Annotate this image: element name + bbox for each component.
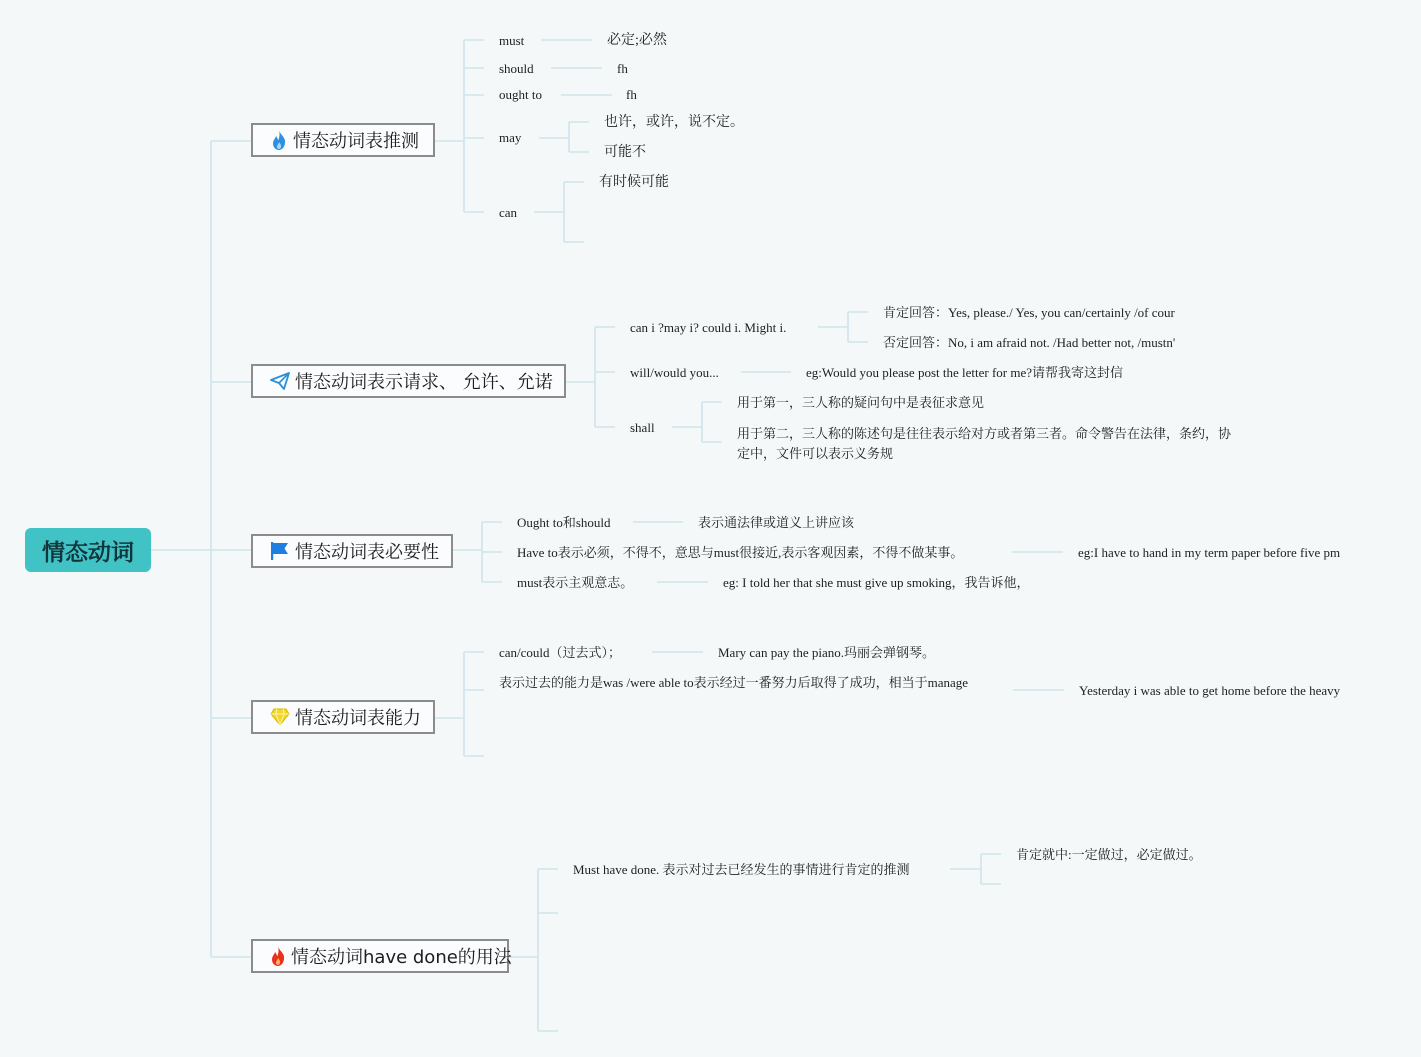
- node-ought-should-meaning[interactable]: 表示通法律或道义上讲应该: [698, 515, 855, 530]
- branch-ability[interactable]: [251, 700, 435, 734]
- node-should[interactable]: should: [499, 61, 534, 76]
- node-request-can[interactable]: can i ?may i? could i. Might i.: [630, 320, 787, 335]
- branch-label: 情态动词表能力: [295, 708, 421, 729]
- node-must-will[interactable]: must表示主观意志。: [517, 575, 634, 590]
- branch-label: 情态动词have done的用法: [291, 947, 512, 968]
- flag-icon: [270, 540, 290, 562]
- branch-request-permission[interactable]: [251, 364, 566, 398]
- node-have-to-example[interactable]: eg:I have to hand in my term paper before five pm: [1078, 545, 1341, 560]
- diamond-icon: [270, 706, 290, 728]
- fire-icon: [270, 129, 288, 151]
- node-was-able-to[interactable]: 表示过去的能力是was /were able to表示经过一番努力后取得了成功，相当于manage: [499, 675, 969, 690]
- branch-label: 情态动词表示请求、 允许、允诺: [295, 372, 553, 393]
- node-may-meaning-1[interactable]: 也许，或许，说不定。: [604, 115, 744, 130]
- node-ought-meaning[interactable]: fh: [626, 87, 637, 102]
- root-topic[interactable]: 情态动词: [25, 528, 151, 572]
- node-must-meaning[interactable]: 必定;必然: [607, 33, 667, 48]
- branch-label: 情态动词表必要性: [295, 542, 439, 563]
- node-can[interactable]: can: [499, 205, 518, 220]
- node-will-would[interactable]: will/would you...: [630, 365, 719, 380]
- node-must[interactable]: must: [499, 33, 525, 48]
- node-must-have-done-meaning[interactable]: 肯定就中:一定做过，必定做过。: [1016, 847, 1202, 862]
- node-will-example[interactable]: eg:Would you please post the letter for me?请帮我寄这封信: [806, 365, 1124, 380]
- node-must-example[interactable]: eg: I told her that she must give up smoking，我告诉他，: [723, 575, 1030, 590]
- node-should-meaning[interactable]: fh: [617, 61, 628, 76]
- node-was-able-example[interactable]: Yesterday i was able to get home before the heavy: [1079, 683, 1341, 698]
- branch-label: 情态动词表推测: [293, 131, 419, 152]
- node-ought-should[interactable]: Ought to和should: [517, 515, 611, 530]
- branch-speculation[interactable]: [251, 123, 435, 157]
- branch-have-done[interactable]: [251, 939, 512, 973]
- node-ought-to[interactable]: ought to: [499, 87, 542, 102]
- node-request-yes[interactable]: 肯定回答：Yes, please./ Yes, you can/certainly /of cour: [883, 305, 1175, 320]
- node-request-no[interactable]: 否定回答：No, i am afraid not. /Had better not, /mustn': [883, 335, 1176, 350]
- node-can-could[interactable]: can/could（过去式）；: [499, 645, 622, 660]
- node-must-have-done[interactable]: Must have done. 表示对过去已经发生的事情进行肯定的推测: [573, 862, 910, 877]
- fire-icon: [270, 945, 286, 967]
- node-shall-meaning-1[interactable]: 用于第一，三人称的疑问句中是表征求意见: [737, 395, 985, 410]
- node-may-meaning-2[interactable]: 可能不: [604, 145, 646, 160]
- branch-necessity[interactable]: [251, 534, 453, 568]
- node-shall-meaning-2[interactable]: 用于第二，三人称的陈述句是往往表示给对方或者第三者。命令警告在法律，条约，协定中，文件可以表示义务规: [737, 426, 1232, 461]
- node-shall[interactable]: shall: [630, 420, 655, 435]
- node-may[interactable]: may: [499, 130, 522, 145]
- node-have-to[interactable]: Have to表示必须，不得不，意思与must很接近,表示客观因素，不得不做某事。: [517, 545, 964, 560]
- paper-plane-icon: [270, 370, 290, 392]
- node-can-could-example[interactable]: Mary can pay the piano.玛丽会弹钢琴。: [718, 645, 935, 660]
- node-can-meaning[interactable]: 有时候可能: [599, 175, 669, 190]
